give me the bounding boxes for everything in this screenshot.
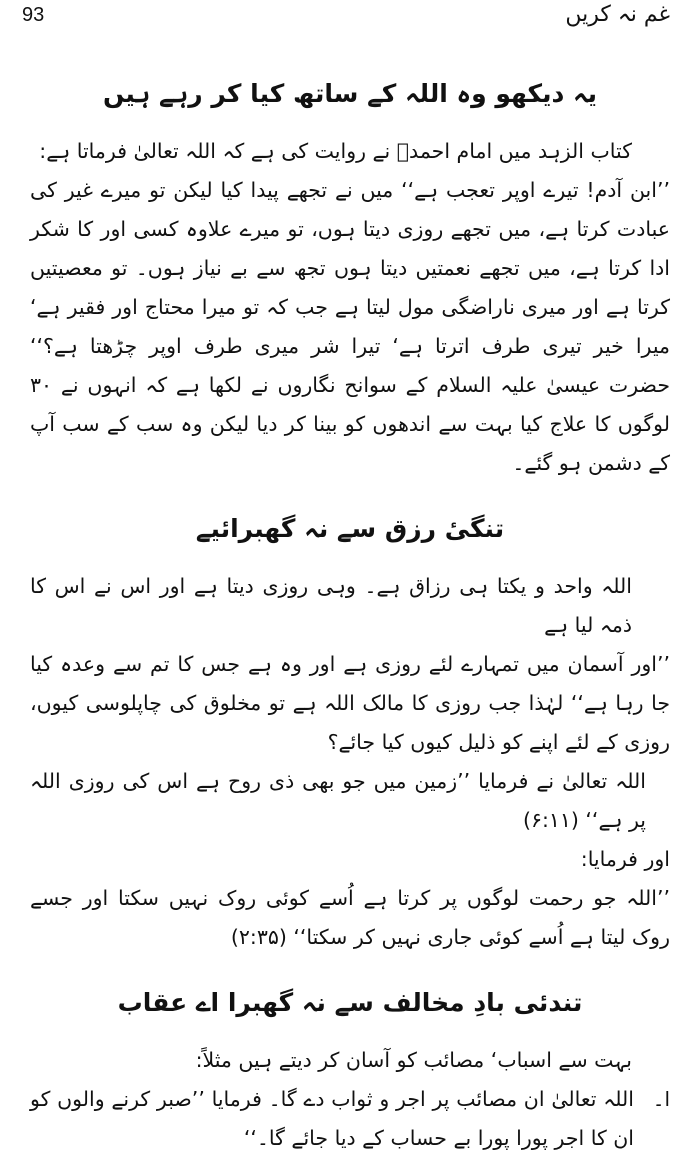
list-item-number: ا۔ — [652, 1087, 670, 1111]
section-heading-2: تنگیٔ رزق سے نہ گھبرائیے — [195, 514, 505, 543]
section-heading-3: تندئی بادِ مخالف سے نہ گھبرا اے عقاب — [117, 988, 583, 1017]
paragraph-rizq-intro: اللہ واحد و یکتا ہی رزاق ہے۔ وہی روزی دیتا ہے اور اس نے اس کا ذمہ لیا ہے — [30, 574, 632, 637]
paragraph-rahmat-verse: ’’اللہ جو رحمت لوگوں پر کرتا ہے اُسے کوئی روک نہیں سکتا اور جسے روک لیتا ہے اُسے کوئی جاری نہیں کر سکتا‘‘ (۲:۳۵) — [30, 886, 670, 949]
paragraph-aur-farmaya: اور فرمایا: — [580, 847, 670, 871]
section-heading-1: یہ دیکھو وہ اللہ کے ساتھ کیا کر رہے ہیں — [102, 79, 598, 108]
paragraph-intro: کتاب الزہد میں امام احمدؒ نے روایت کی ہے کہ اللہ تعالیٰ فرماتا ہے: — [39, 139, 632, 163]
page-content — [30, 70, 670, 1158]
paragraph-asbab: بہت سے اسباب‘ مصائب کو آسان کر دیتے ہیں مثلاً: — [195, 1048, 632, 1072]
page-number: 93 — [22, 4, 45, 26]
list-item-text: اللہ تعالیٰ ان مصائب پر اجر و ثواب دے گا۔ فرمایا ’’صبر کرنے والوں کو ان کا اجر پورا پورا بے حساب کے دیا جائے گا۔‘‘ — [30, 1087, 634, 1150]
paragraph-hadith: ’’ابن آدم! تیرے اوپر تعجب ہے‘‘ میں نے تجھے پیدا کیا لیکن تو میرے غیر کی عبادت کرتا ہے، میں تجھے روزی دیتا ہوں، تو میرے علاوہ کسی اور کا شکر ادا کرتا ہے، میں تجھے نعمتیں دیتا ہوں تجھ سے بے نیاز ہوں۔ تو معصیتیں کرتا ہے اور میری ناراضگی مول لیتا ہے جب کہ تو میرا محتاج اور فقیر ہے‘ میرا خیر تیری طرف اترتا ہے‘ تیرا شر میری طرف اوپر چڑھتا ہے؟‘‘ حضرت عیسیٰ علیہ السلام کے سوانح نگاروں نے لکھا ہے کہ انہوں نے ۳۰ لوگوں کا علاج کیا بہت سے اندھوں کو بینا کر دیا لیکن وہ سب کے سب آپ کے دشمن ہو گئے۔ — [30, 178, 670, 475]
paragraph-rizq-verse: ’’اور آسمان میں تمہارے لئے روزی ہے اور وہ ہے جس کا تم سے وعدہ کیا جا رہا ہے‘‘ لہٰذا جب روزی کا مالک اللہ ہے تو مخلوق کی چاپلوسی کیوں، روزی کے لئے اپنے کو ذلیل کیوں کیا جائے؟ — [30, 652, 670, 754]
list-item — [30, 1080, 670, 1158]
paragraph-rizq-quote: اللہ تعالیٰ نے فرمایا ’’زمین میں جو بھی ذی روح ہے اس کی روزی اللہ پر ہے‘‘ (۶:۱۱) — [30, 769, 646, 832]
running-title: غم نہ کریں — [565, 2, 670, 27]
